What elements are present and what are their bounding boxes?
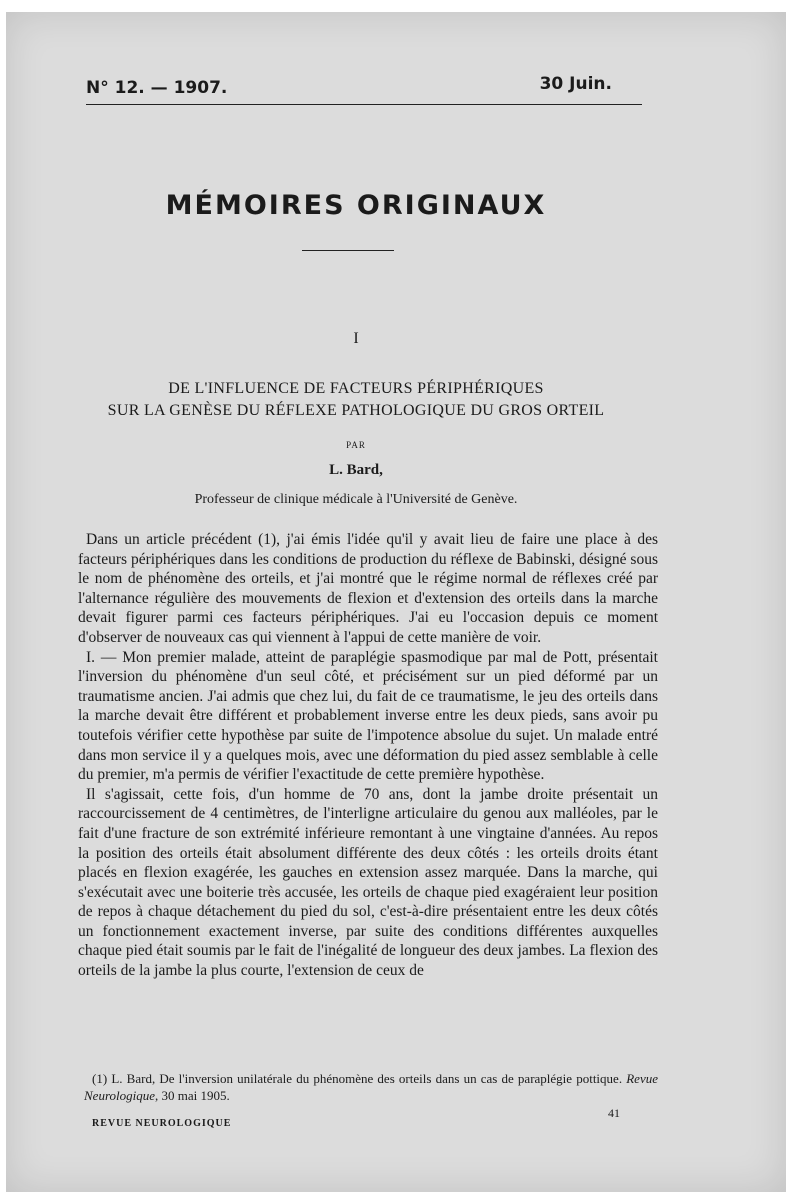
author-affiliation: Professeur de clinique médicale à l'Université de Genève. xyxy=(194,492,518,507)
section-title: MÉMOIRES ORIGINAUX xyxy=(165,190,547,221)
footnote xyxy=(84,1070,658,1104)
paragraph-3: Il s'agissait, cette fois, d'un homme de 70 ans, dont la jambe droite présentait un raccourcissement de 4 centimètres, de l'interligne articulaire du genou aux malléoles, par le fait d'une fracture de son extrémité inférieure remontant à une vingtaine d'années. Au repos la position des orteils était absolument différente des deux côtés : les orteils droits étant placés en flexion exagérée, les gauches en extension assez marquée. Dans la marche, qui s'exécutait avec une boiterie très accusée, les orteils de chaque pied exagéraient leur position de repos à chaque détachement du pied du sol, c'est-à-dire présentaient entre les deux côtés un fonctionnement exactement inverse, par suite des conditions différentes auxquelles chaque pied était soumis par le fait de l'inégalité de longueur des deux jambes. La flexion des orteils de la jambe la plus courte, l'extension de ceux de xyxy=(78,785,658,980)
footnote-marker: (1) L. Bard, xyxy=(92,1071,156,1086)
article-number: I xyxy=(353,330,359,347)
journal-page xyxy=(6,12,786,1192)
by-label: PAR xyxy=(346,440,366,450)
issue-date: 30 Juin. xyxy=(539,74,612,94)
footnote-journal: Revue Neurologique xyxy=(84,1071,658,1103)
title-divider xyxy=(302,250,394,251)
footnote-text-2: , 30 mai 1905. xyxy=(155,1088,230,1103)
footnote-text-1: De l'inversion unilatérale du phénomène des orteils dans un cas de paraplégie pottique. xyxy=(155,1071,627,1086)
journal-name: REVUE NEUROLOGIQUE xyxy=(92,1118,232,1129)
issue-number: N° 12. — 1907. xyxy=(86,78,228,98)
article-title-line-2: SUR LA GENÈSE DU RÉFLEXE PATHOLOGIQUE DU GROS ORTEIL xyxy=(107,402,605,419)
paragraph-1: Dans un article précédent (1), j'ai émis l'idée qu'il y avait lieu de faire une place à des facteurs périphériques dans les conditions de production du réflexe de Babinski, désigné sous le nom de phénomène des orteils, et j'ai montré que le régime normal de réflexes créé par l'alternance régulière des mouvements de flexion et d'extension des orteils dans la marche devait figurer parmi ces facteurs périphériques. J'ai eu l'occasion depuis ce moment d'observer de nouveaux cas qui viennent à l'appui de cette manière de voir. xyxy=(78,531,658,646)
paragraph-2: I. — Mon premier malade, atteint de paraplégie spasmodique par mal de Pott, présentait l'inversion du phénomène d'un seul côté, et précisément sur un pied déformé par un traumatisme ancien. J'ai admis que chez lui, du fait de ce traumatisme, le jeu des orteils dans la marche devait être différent et probablement inverse entre les deux pieds, sans avoir pu toutefois vérifier cette hypothèse par suite de l'impotence absolue du sujet. Un malade entré dans mon service il y a quelques mois, avec une déformation du pied assez semblable à celle du premier, m'a permis de vérifier l'exactitude de cette première hypothèse. xyxy=(78,648,658,784)
article-title xyxy=(6,378,706,422)
running-header xyxy=(86,74,642,105)
author-name: L. Bard, xyxy=(329,462,383,478)
article-title-line-1: DE L'INFLUENCE DE FACTEURS PÉRIPHÉRIQUES xyxy=(168,380,544,397)
article-body xyxy=(78,530,658,981)
page-number: 41 xyxy=(608,1106,620,1120)
